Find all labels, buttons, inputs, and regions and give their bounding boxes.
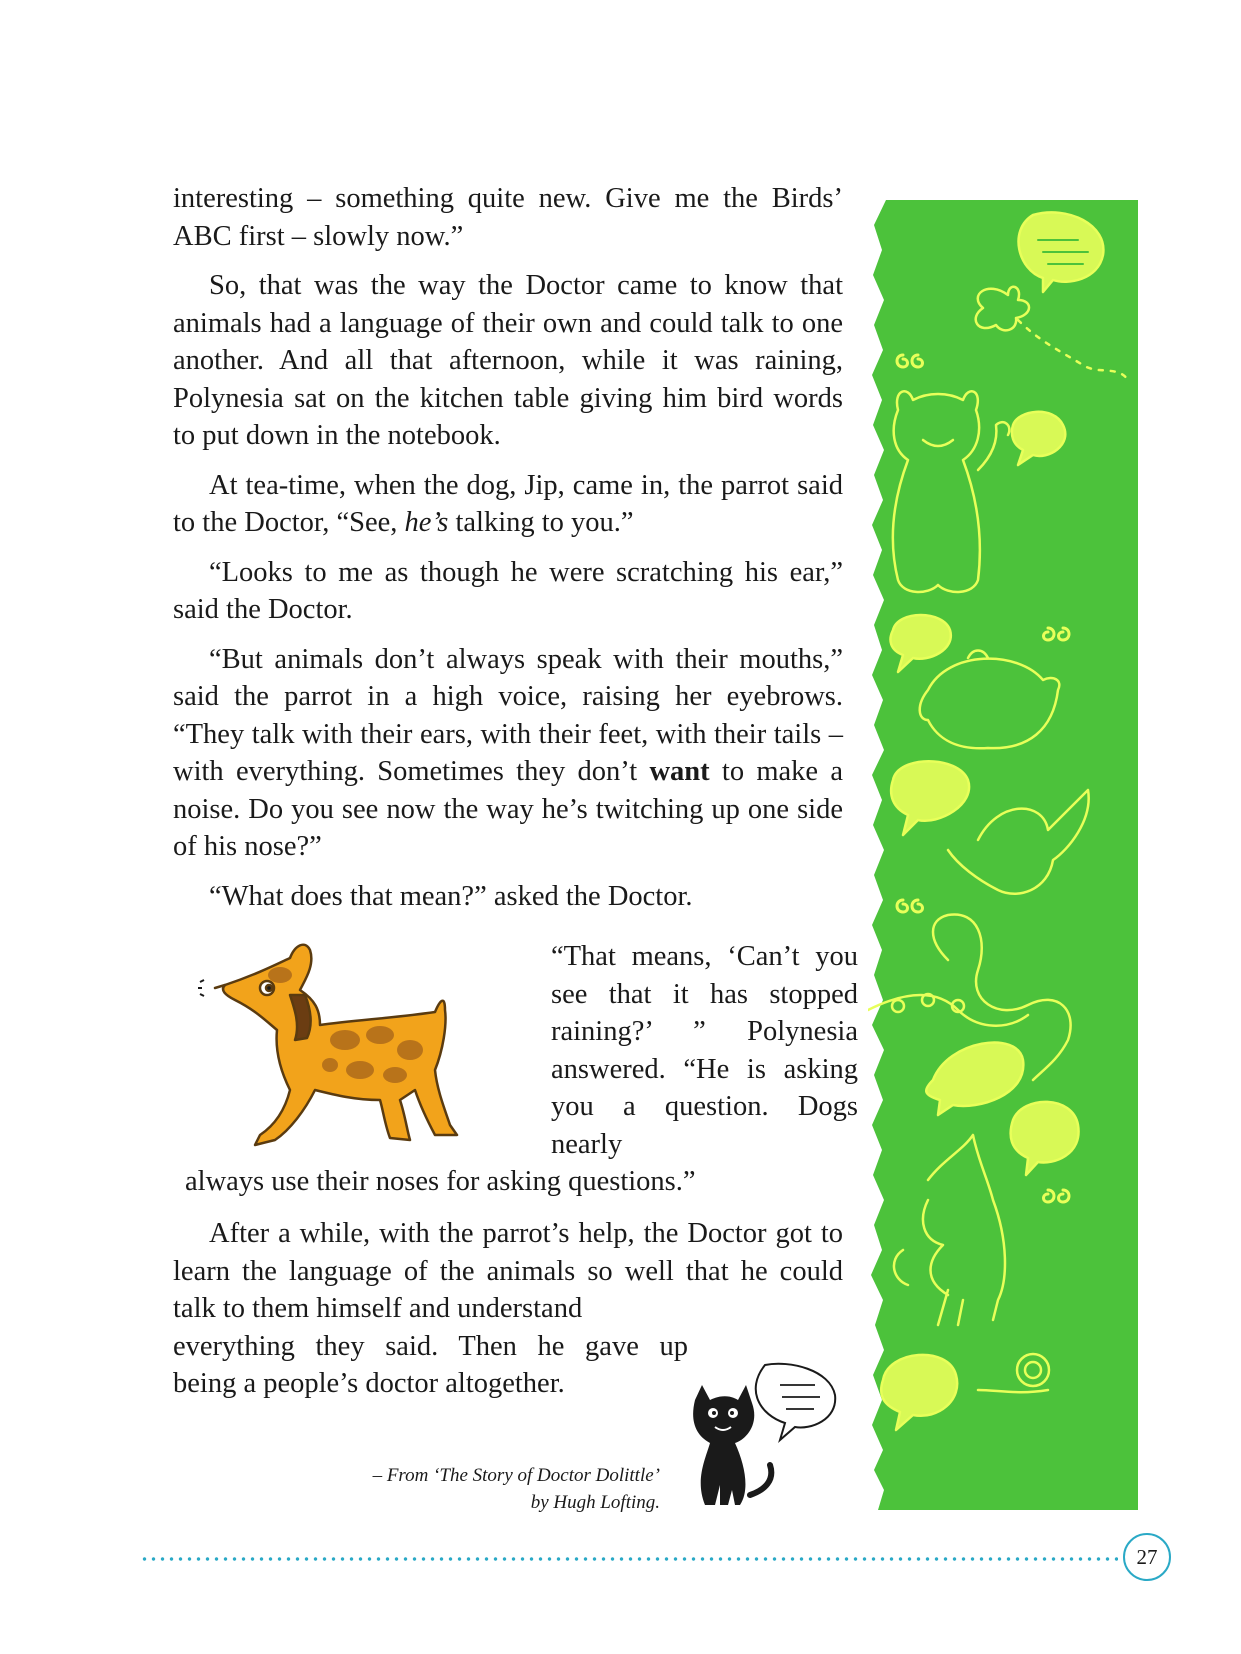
citation-author: by Hugh Lofting. [530,1492,660,1513]
paragraph-3-a: At tea-time, when the dog, Jip, came in, the parrot said to the Doctor, “See, [173,469,843,538]
footer-dotted-rule [140,1557,1118,1561]
paragraph-8-c: being a people’s doctor altogether. [173,1368,565,1399]
paragraph-3 [173,467,843,542]
citation-source: – From ‘The Story of Doctor Dolittle’ [372,1465,660,1486]
cat-illustration-icon [690,1355,840,1515]
paragraph-7-wrap: “That means, ‘Can’t you see that it has stopped raining?’ ” Polynesia answered. “He is asking you a question. Dogs nearly [551,941,858,1160]
emphasis-hes: he’s [404,507,449,538]
page-number: 27 [1123,1533,1171,1581]
paragraph-5 [173,641,843,866]
dog-illustration-icon [195,940,495,1155]
citation [300,1462,660,1516]
paragraph-7-last-line: always use their noses for asking questions.” [185,1166,696,1197]
animals-illustration-icon [868,200,1138,1510]
paragraph-6: “What does that mean?” asked the Doctor. [209,880,693,912]
paragraph-1: interesting – something quite new. Give me the Birds’ ABC first – slowly now.” [173,183,843,252]
paragraph-8-b: everything they said. Then he gave up [173,1330,688,1362]
paragraph-3-b: talking to you.” [448,507,634,538]
paragraph-5-b: to make a noise. Do you see now the way he’s twitching up one side of his nose?” [173,756,843,862]
story-text [173,180,843,927]
paragraph-4: “Looks to me as though he were scratching his ear,” said the Doctor. [173,556,843,625]
emphasis-want: want [649,756,710,787]
paragraph-8-a: After a while, with the parrot’s help, the Doctor got to learn the language of the animals so well that he could talk to them himself and understand [173,1218,843,1324]
paragraph-2: So, that was the way the Doctor came to know that animals had a language of their own and could talk to one another. And all that afternoon, while it was raining, Polynesia sat on the kitchen table giving him bird words to put down in the notebook. [173,270,843,451]
paragraph-5-a: “But animals don’t always speak with their mouths,” said the parrot in a high voice, raising her eyebrows. “They talk with their ears, with their feet, with their tails – with everything. Sometimes they don’t [173,643,843,787]
